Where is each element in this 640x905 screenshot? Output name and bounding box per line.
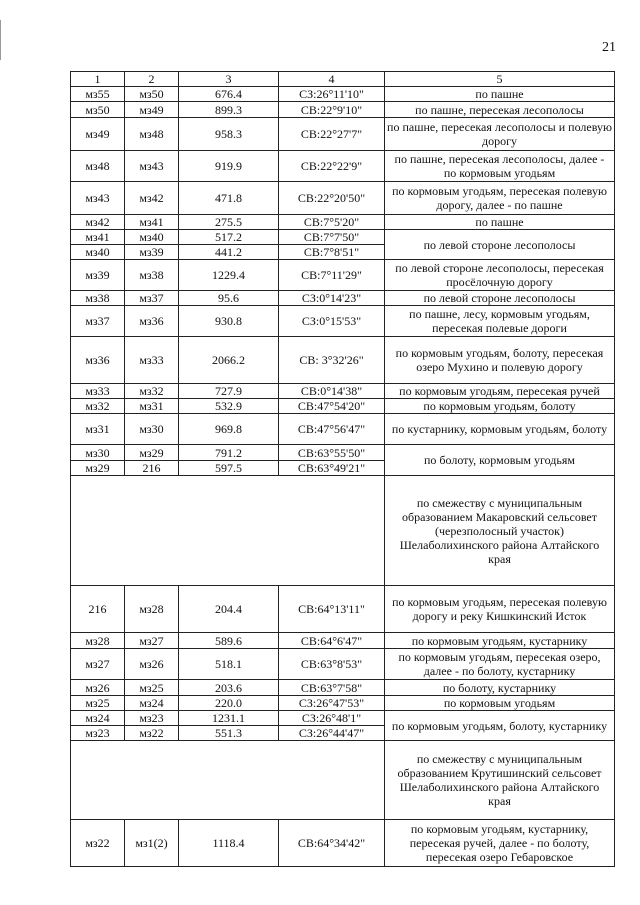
table-row	[71, 118, 615, 151]
from-point-cell: мз26	[71, 680, 125, 696]
to-point-cell: мз25	[125, 680, 179, 696]
to-point-cell: мз26	[125, 649, 179, 680]
table-row	[71, 230, 615, 245]
length-cell: 95.6	[179, 291, 279, 306]
length-cell: 676.4	[179, 87, 279, 102]
header-col-1: 1	[71, 72, 125, 87]
table-row	[71, 633, 615, 649]
table-row	[71, 696, 615, 711]
bearing-cell: СВ:7°7'50"	[279, 230, 385, 245]
header-col-2: 2	[125, 72, 179, 87]
page-number: 21	[602, 40, 616, 55]
from-point-cell: мз22	[71, 820, 125, 867]
blank-merged-cell	[71, 741, 385, 820]
from-point-cell: мз29	[71, 461, 125, 476]
table-row	[71, 399, 615, 414]
from-point-cell: мз32	[71, 399, 125, 414]
length-cell: 518.1	[179, 649, 279, 680]
description-cell: по левой стороне лесополосы	[385, 230, 615, 260]
description-cell: по болоту, кустарнику	[385, 680, 615, 696]
table-row	[71, 476, 615, 586]
description-cell: по кормовым угодьям, болоту, кустарнику	[385, 711, 615, 741]
from-point-cell: мз55	[71, 87, 125, 102]
length-cell: 203.6	[179, 680, 279, 696]
table-row	[71, 87, 615, 102]
description-cell: по кормовым угодьям, пересекая ручей	[385, 384, 615, 399]
bearing-cell: СВ:22°27'7"	[279, 118, 385, 151]
length-cell: 532.9	[179, 399, 279, 414]
description-cell: по пашне	[385, 87, 615, 102]
length-cell: 791.2	[179, 445, 279, 461]
to-point-cell: мз37	[125, 291, 179, 306]
length-cell: 899.3	[179, 102, 279, 118]
description-cell: по кормовым угодьям, пересекая полевую дорогу и реку Кишкинский Исток	[385, 586, 615, 633]
to-point-cell: мз23	[125, 711, 179, 726]
table-row	[71, 215, 615, 230]
bearing-cell: СВ:64°13'11"	[279, 586, 385, 633]
table-row	[71, 306, 615, 337]
description-cell: по пашне, пересекая лесополосы	[385, 102, 615, 118]
bearing-cell: СЗ:0°15'53"	[279, 306, 385, 337]
description-cell: по кормовым угодьям, пересекая озеро, далее - по болоту, кустарнику	[385, 649, 615, 680]
bearing-cell: СВ:64°6'47"	[279, 633, 385, 649]
bearing-cell: СВ:47°56'47"	[279, 414, 385, 445]
table-row	[71, 337, 615, 384]
description-cell: по кормовым угодьям, болоту	[385, 399, 615, 414]
table-row	[71, 820, 615, 867]
bearing-cell: СЗ:26°11'10"	[279, 87, 385, 102]
boundary-table	[70, 71, 615, 867]
to-point-cell: мз48	[125, 118, 179, 151]
description-cell: по пашне, пересекая лесополосы, далее - по кормовым угодьям	[385, 151, 615, 182]
length-cell: 958.3	[179, 118, 279, 151]
table-row	[71, 711, 615, 726]
from-point-cell: мз25	[71, 696, 125, 711]
to-point-cell: мз31	[125, 399, 179, 414]
from-point-cell: мз27	[71, 649, 125, 680]
from-point-cell: мз41	[71, 230, 125, 245]
to-point-cell: мз28	[125, 586, 179, 633]
from-point-cell: мз28	[71, 633, 125, 649]
bearing-cell: СВ:22°9'10"	[279, 102, 385, 118]
bearing-cell: СЗ:26°48'1"	[279, 711, 385, 726]
from-point-cell: мз37	[71, 306, 125, 337]
from-point-cell: мз30	[71, 445, 125, 461]
adjacency-note-cell: по смежеству с муниципальным образованием Крутишинский сельсовет Шелаболихинского района Алтайского края	[385, 741, 615, 820]
to-point-cell: мз22	[125, 726, 179, 741]
from-point-cell: мз43	[71, 182, 125, 215]
to-point-cell: мз30	[125, 414, 179, 445]
from-point-cell: мз50	[71, 102, 125, 118]
length-cell: 204.4	[179, 586, 279, 633]
description-cell: по кустарнику, кормовым угодьям, болоту	[385, 414, 615, 445]
bearing-cell: СВ: 3°32'26"	[279, 337, 385, 384]
bearing-cell: СЗ:26°47'53"	[279, 696, 385, 711]
bearing-cell: СВ:22°20'50"	[279, 182, 385, 215]
to-point-cell: мз49	[125, 102, 179, 118]
to-point-cell: мз42	[125, 182, 179, 215]
to-point-cell: мз36	[125, 306, 179, 337]
to-point-cell: мз32	[125, 384, 179, 399]
from-point-cell: мз36	[71, 337, 125, 384]
bearing-cell: СЗ:26°44'47"	[279, 726, 385, 741]
table-row	[71, 680, 615, 696]
bearing-cell: СВ:63°55'50"	[279, 445, 385, 461]
to-point-cell: мз27	[125, 633, 179, 649]
header-col-4: 4	[279, 72, 385, 87]
from-point-cell: мз40	[71, 245, 125, 260]
description-cell: по болоту, кормовым угодьям	[385, 445, 615, 476]
to-point-cell: мз1(2)	[125, 820, 179, 867]
to-point-cell: мз38	[125, 260, 179, 291]
table-row	[71, 741, 615, 820]
length-cell: 517.2	[179, 230, 279, 245]
description-cell: по пашне	[385, 215, 615, 230]
length-cell: 1118.4	[179, 820, 279, 867]
to-point-cell: мз43	[125, 151, 179, 182]
to-point-cell: мз41	[125, 215, 179, 230]
from-point-cell: мз39	[71, 260, 125, 291]
from-point-cell: мз33	[71, 384, 125, 399]
adjacency-note-cell: по смежеству с муниципальным образованием Макаровский сельсовет (черезполосный участок) Шелаболихинского района Алтайского края	[385, 476, 615, 586]
bearing-cell: СВ:0°14'38"	[279, 384, 385, 399]
from-point-cell: мз31	[71, 414, 125, 445]
description-cell: по пашне, пересекая лесополосы и полевую дорогу	[385, 118, 615, 151]
length-cell: 441.2	[179, 245, 279, 260]
bearing-cell: СВ:7°11'29"	[279, 260, 385, 291]
table-row	[71, 151, 615, 182]
to-point-cell: мз24	[125, 696, 179, 711]
to-point-cell: мз50	[125, 87, 179, 102]
length-cell: 919.9	[179, 151, 279, 182]
header-col-5: 5	[385, 72, 615, 87]
length-cell: 275.5	[179, 215, 279, 230]
bearing-cell: СВ:63°8'53"	[279, 649, 385, 680]
bearing-cell: СВ:7°8'51"	[279, 245, 385, 260]
bearing-cell: СЗ:0°14'23"	[279, 291, 385, 306]
table-row	[71, 102, 615, 118]
table-row	[71, 445, 615, 461]
description-cell: по левой стороне лесополосы	[385, 291, 615, 306]
binding-margin-mark	[0, 20, 4, 60]
to-point-cell: мз40	[125, 230, 179, 245]
length-cell: 727.9	[179, 384, 279, 399]
to-point-cell: мз29	[125, 445, 179, 461]
table-row	[71, 414, 615, 445]
bearing-cell: СВ:7°5'20"	[279, 215, 385, 230]
from-point-cell: мз48	[71, 151, 125, 182]
table-row	[71, 260, 615, 291]
length-cell: 2066.2	[179, 337, 279, 384]
table-row	[71, 182, 615, 215]
length-cell: 471.8	[179, 182, 279, 215]
table-row	[71, 586, 615, 633]
to-point-cell: мз39	[125, 245, 179, 260]
bearing-cell: СВ:47°54'20"	[279, 399, 385, 414]
blank-merged-cell	[71, 476, 385, 586]
description-cell: по кормовым угодьям, кустарнику, пересекая ручей, далее - по болоту, пересекая озеро Гебаровское	[385, 820, 615, 867]
from-point-cell: мз23	[71, 726, 125, 741]
bearing-cell: СВ:63°7'58"	[279, 680, 385, 696]
from-point-cell: 216	[71, 586, 125, 633]
table-body	[71, 87, 615, 867]
description-cell: по левой стороне лесополосы, пересекая просёлочную дорогу	[385, 260, 615, 291]
description-cell: по кормовым угодьям	[385, 696, 615, 711]
from-point-cell: мз24	[71, 711, 125, 726]
length-cell: 930.8	[179, 306, 279, 337]
length-cell: 220.0	[179, 696, 279, 711]
table-row	[71, 649, 615, 680]
length-cell: 589.6	[179, 633, 279, 649]
description-cell: по кормовым угодьям, кустарнику	[385, 633, 615, 649]
length-cell: 1231.1	[179, 711, 279, 726]
description-cell: по пашне, лесу, кормовым угодьям, пересекая полевые дороги	[385, 306, 615, 337]
length-cell: 551.3	[179, 726, 279, 741]
table-row	[71, 291, 615, 306]
from-point-cell: мз42	[71, 215, 125, 230]
length-cell: 597.5	[179, 461, 279, 476]
description-cell: по кормовым угодьям, болоту, пересекая озеро Мухино и полевую дорогу	[385, 337, 615, 384]
from-point-cell: мз49	[71, 118, 125, 151]
header-row	[71, 72, 615, 87]
bearing-cell: СВ:63°49'21"	[279, 461, 385, 476]
bearing-cell: СВ:64°34'42"	[279, 820, 385, 867]
length-cell: 969.8	[179, 414, 279, 445]
length-cell: 1229.4	[179, 260, 279, 291]
bearing-cell: СВ:22°22'9"	[279, 151, 385, 182]
description-cell: по кормовым угодьям, пересекая полевую дорогу, далее - по пашне	[385, 182, 615, 215]
from-point-cell: мз38	[71, 291, 125, 306]
header-col-3: 3	[179, 72, 279, 87]
to-point-cell: мз33	[125, 337, 179, 384]
table-row	[71, 384, 615, 399]
to-point-cell: 216	[125, 461, 179, 476]
